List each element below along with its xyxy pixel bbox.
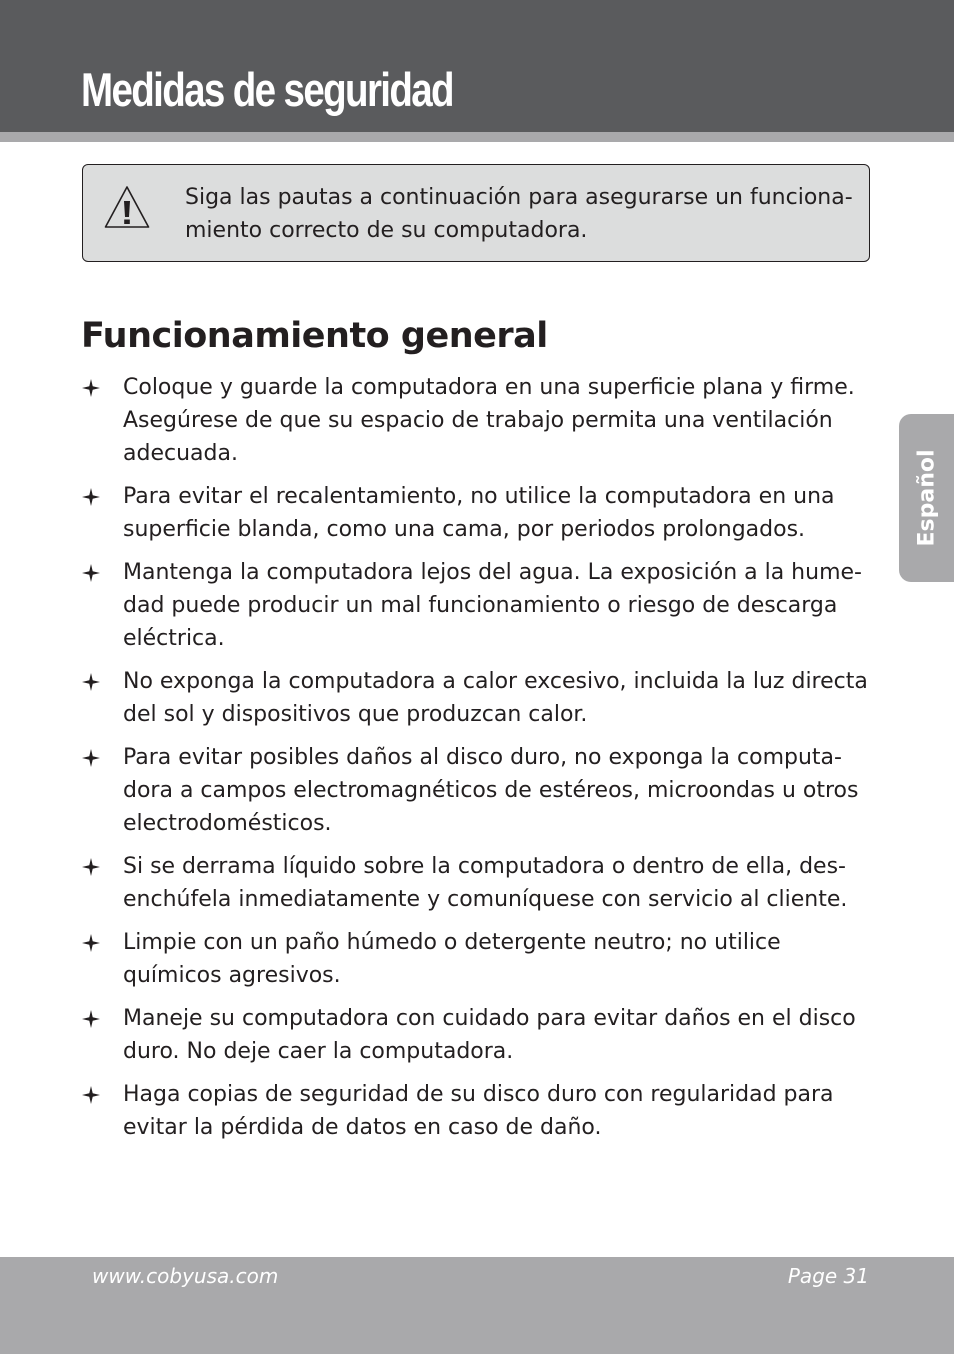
language-tab-label: Español — [914, 449, 939, 547]
list-item-text: Para evitar posibles daños al disco duro, no exponga la computa-dora a campos electromagnéticos de estéreos, microondas u otros electrodomésticos. — [123, 745, 859, 836]
page-title: Medidas de seguridad — [81, 63, 453, 116]
list-item-text: Coloque y guarde la computadora en una superficie plana y firme. Asegúrese de que su espacio de trabajo permita una ventilación adecuada. — [123, 375, 855, 466]
warning-icon — [103, 184, 151, 232]
page-number: Page 31 — [787, 1264, 869, 1288]
safety-note-box — [82, 164, 870, 262]
list-item — [82, 480, 874, 546]
four-point-star-icon — [82, 1010, 100, 1028]
four-point-star-icon — [82, 379, 100, 397]
list-item — [82, 926, 874, 992]
footer-url: www.cobyusa.com — [92, 1264, 279, 1288]
section-heading: Funcionamiento general — [81, 316, 548, 356]
page-footer — [0, 1257, 954, 1354]
list-item — [82, 1078, 874, 1144]
list-item-text: Si se derrama líquido sobre la computadora o dentro de ella, des-enchúfela inmediatamente y comuníquese con servicio al cliente. — [123, 854, 848, 912]
four-point-star-icon — [82, 858, 100, 876]
header-divider-stripe — [0, 132, 954, 142]
list-item-text: Limpie con un paño húmedo o detergente neutro; no utilice químicos agresivos. — [123, 930, 781, 988]
four-point-star-icon — [82, 488, 100, 506]
list-item-text: Mantenga la computadora lejos del agua. La exposición a la hume-dad puede producir un mal funcionamiento o riesgo de descarga eléctrica. — [123, 560, 862, 651]
list-item — [82, 556, 874, 655]
list-item — [82, 741, 874, 840]
four-point-star-icon — [82, 1086, 100, 1104]
list-item-text: Para evitar el recalentamiento, no utilice la computadora en una superficie blanda, como una cama, por periodos prolongados. — [123, 484, 835, 542]
four-point-star-icon — [82, 934, 100, 952]
safety-note-text: Siga las pautas a continuación para asegurarse un funciona-miento correcto de su computadora. — [185, 185, 853, 243]
page-header — [0, 0, 954, 132]
four-point-star-icon — [82, 564, 100, 582]
list-item — [82, 371, 874, 470]
language-tab — [899, 414, 954, 582]
list-item-text: No exponga la computadora a calor excesivo, incluida la luz directa del sol y dispositivos que produzcan calor. — [123, 669, 868, 727]
list-item — [82, 850, 874, 916]
four-point-star-icon — [82, 673, 100, 691]
list-item — [82, 665, 874, 731]
safety-guidelines-list — [82, 371, 874, 1154]
four-point-star-icon — [82, 749, 100, 767]
list-item-text: Maneje su computadora con cuidado para evitar daños en el disco duro. No deje caer la computadora. — [123, 1006, 856, 1064]
list-item-text: Haga copias de seguridad de su disco duro con regularidad para evitar la pérdida de datos en caso de daño. — [123, 1082, 834, 1140]
list-item — [82, 1002, 874, 1068]
